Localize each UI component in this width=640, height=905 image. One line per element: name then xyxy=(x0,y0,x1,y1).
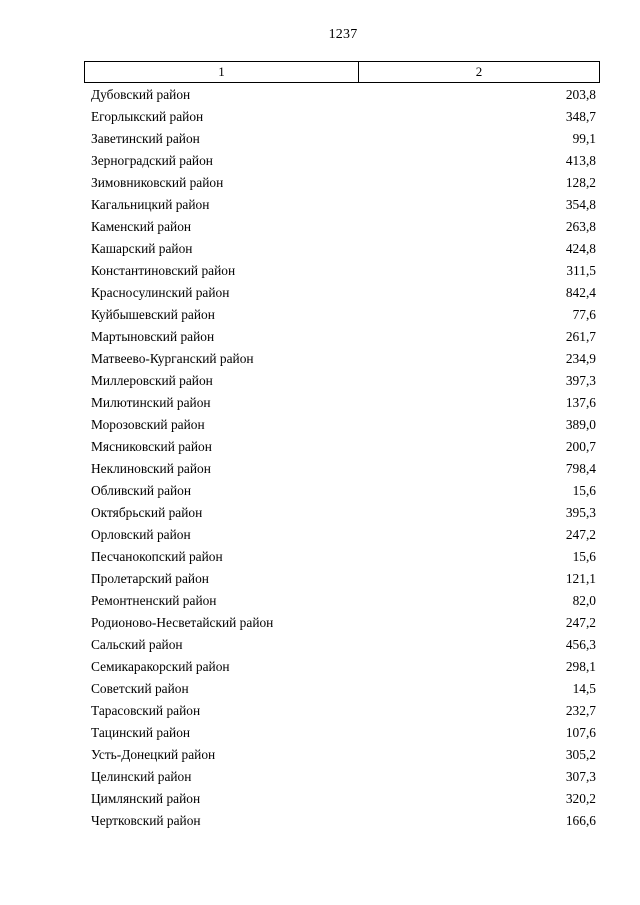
table-row xyxy=(91,788,596,810)
district-value: 166,6 xyxy=(565,813,596,828)
table-row xyxy=(91,656,596,678)
district-name: Кашарский район xyxy=(91,241,193,256)
district-name: Родионово-Несветайский район xyxy=(91,615,274,630)
district-value: 247,2 xyxy=(565,527,596,542)
district-name: Советский район xyxy=(91,681,189,696)
page-number: 1237 xyxy=(328,27,358,42)
district-name: Егорлыкский район xyxy=(91,109,204,124)
table-row xyxy=(91,414,596,436)
district-name: Сальский район xyxy=(91,637,183,652)
table-row xyxy=(91,150,596,172)
column-header-1: 1 xyxy=(85,62,359,82)
table-row xyxy=(91,524,596,546)
table-row xyxy=(91,678,596,700)
district-name: Мясниковский район xyxy=(91,439,212,454)
district-name: Пролетарский район xyxy=(91,571,209,586)
district-value: 348,7 xyxy=(565,109,596,124)
table-row xyxy=(91,238,596,260)
district-value: 200,7 xyxy=(565,439,596,454)
district-value: 261,7 xyxy=(565,329,596,344)
district-name: Тарасовский район xyxy=(91,703,201,718)
district-name: Мартыновский район xyxy=(91,329,215,344)
district-name: Куйбышевский район xyxy=(91,307,215,322)
district-value: 77,6 xyxy=(572,307,596,322)
table-row xyxy=(91,766,596,788)
table-row xyxy=(91,326,596,348)
district-value: 232,7 xyxy=(565,703,596,718)
table-row xyxy=(91,260,596,282)
district-value: 798,4 xyxy=(565,461,596,476)
district-value: 311,5 xyxy=(566,263,596,278)
table-row xyxy=(91,194,596,216)
district-name: Миллеровский район xyxy=(91,373,213,388)
district-value: 128,2 xyxy=(565,175,596,190)
district-name: Обливский район xyxy=(91,483,192,498)
table-row xyxy=(91,634,596,656)
table-row xyxy=(91,744,596,766)
table-row xyxy=(91,568,596,590)
district-value: 842,4 xyxy=(565,285,596,300)
table-row xyxy=(91,172,596,194)
district-name: Милютинский район xyxy=(91,395,211,410)
district-value: 137,6 xyxy=(565,395,596,410)
district-name: Кагальницкий район xyxy=(91,197,210,212)
district-name: Тацинский район xyxy=(91,725,191,740)
table-row xyxy=(91,128,596,150)
district-name: Заветинский район xyxy=(91,131,200,146)
district-list xyxy=(91,84,596,832)
district-name: Морозовский район xyxy=(91,417,205,432)
table-row xyxy=(91,458,596,480)
district-name: Чертковский район xyxy=(91,813,201,828)
table-row xyxy=(91,502,596,524)
table-row xyxy=(91,612,596,634)
district-name: Песчанокопский район xyxy=(91,549,223,564)
district-name: Семикаракорский район xyxy=(91,659,230,674)
table-row xyxy=(91,348,596,370)
table-row xyxy=(91,546,596,568)
district-value: 424,8 xyxy=(565,241,596,256)
district-value: 389,0 xyxy=(565,417,596,432)
district-value: 263,8 xyxy=(565,219,596,234)
table-row xyxy=(91,370,596,392)
district-name: Октябрьский район xyxy=(91,505,203,520)
table-row xyxy=(91,304,596,326)
table-row xyxy=(91,216,596,238)
district-name: Каменский район xyxy=(91,219,192,234)
district-name: Целинский район xyxy=(91,769,192,784)
table-row xyxy=(91,700,596,722)
district-value: 107,6 xyxy=(565,725,596,740)
district-value: 354,8 xyxy=(565,197,596,212)
table-row xyxy=(91,436,596,458)
district-name: Цимлянский район xyxy=(91,791,201,806)
district-value: 307,3 xyxy=(565,769,596,784)
table-row xyxy=(91,590,596,612)
table-row xyxy=(91,106,596,128)
district-value: 82,0 xyxy=(572,593,596,608)
district-value: 203,8 xyxy=(565,87,596,102)
table-row xyxy=(91,810,596,832)
district-name: Дубовский район xyxy=(91,87,191,102)
table-row xyxy=(91,84,596,106)
district-name: Константиновский район xyxy=(91,263,236,278)
district-value: 14,5 xyxy=(572,681,596,696)
district-value: 247,2 xyxy=(565,615,596,630)
district-name: Зерноградский район xyxy=(91,153,213,168)
district-name: Усть-Донецкий район xyxy=(91,747,216,762)
district-value: 99,1 xyxy=(572,131,596,146)
district-value: 15,6 xyxy=(572,483,596,498)
district-name: Неклиновский район xyxy=(91,461,211,476)
district-value: 234,9 xyxy=(565,351,596,366)
table-row xyxy=(91,392,596,414)
district-name: Орловский район xyxy=(91,527,191,542)
district-value: 413,8 xyxy=(565,153,596,168)
district-value: 456,3 xyxy=(565,637,596,652)
district-value: 305,2 xyxy=(565,747,596,762)
table-row xyxy=(91,282,596,304)
table-row xyxy=(91,722,596,744)
column-header-2: 2 xyxy=(475,64,483,79)
district-name: Матвеево-Курганский район xyxy=(91,351,254,366)
district-name: Ремонтненский район xyxy=(91,593,217,608)
district-value: 395,3 xyxy=(565,505,596,520)
district-name: Красносулинский район xyxy=(91,285,230,300)
district-value: 121,1 xyxy=(565,571,596,586)
district-value: 298,1 xyxy=(565,659,596,674)
district-name: Зимовниковский район xyxy=(91,175,224,190)
table-row xyxy=(91,480,596,502)
district-value: 397,3 xyxy=(565,373,596,388)
district-value: 320,2 xyxy=(565,791,596,806)
district-value: 15,6 xyxy=(572,549,596,564)
table-header xyxy=(84,61,600,83)
